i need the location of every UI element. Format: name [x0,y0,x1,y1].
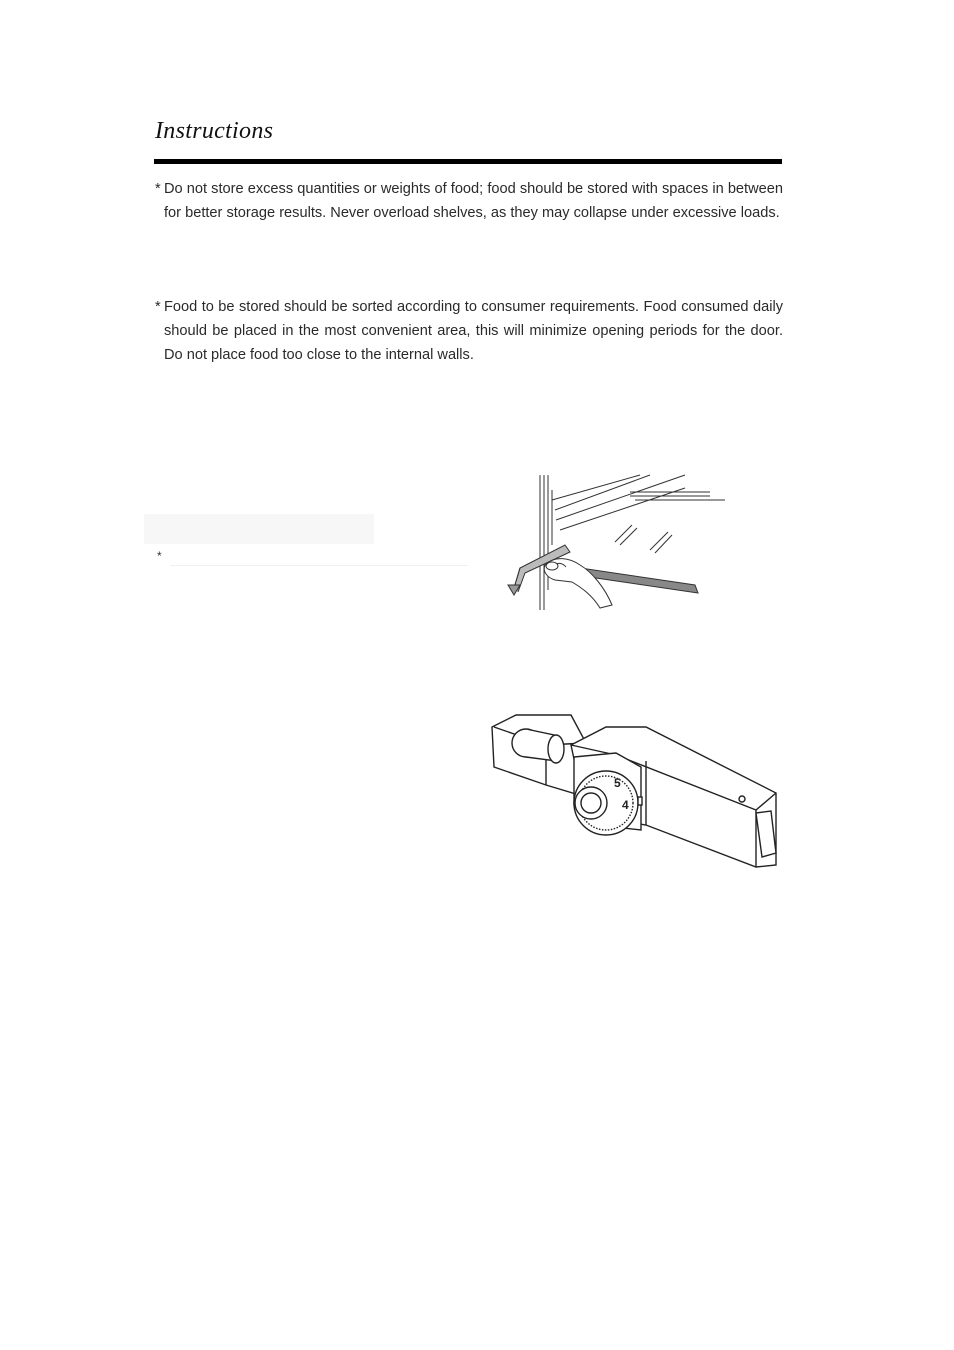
title-divider [154,159,782,164]
instruction-paragraph-2 [155,295,783,367]
shelf-removal-illustration [500,470,730,615]
faded-heading-area [144,514,374,544]
instruction-paragraph-1 [155,177,783,225]
bullet-asterisk: * [155,299,161,315]
bullet-asterisk: * [155,181,161,197]
paragraph-text: Food to be stored should be sorted according to consumer requirements. Food consumed daily should be placed in the most convenient area, this will minimize opening periods for the door. Do not place food too close to the internal walls. [164,299,783,363]
dial-mark-4: 4 [622,798,629,812]
dial-mark-5: 5 [614,776,621,790]
page-title: Instructions [155,118,274,144]
faded-text-line [170,565,468,566]
faded-bullet-asterisk: * [157,549,162,563]
thermostat-dial-illustration [486,705,784,873]
paragraph-text: Do not store excess quantities or weights of food; food should be stored with spaces in between for better storage results. Never overload shelves, as they may collapse under excessive loads. [164,181,783,221]
